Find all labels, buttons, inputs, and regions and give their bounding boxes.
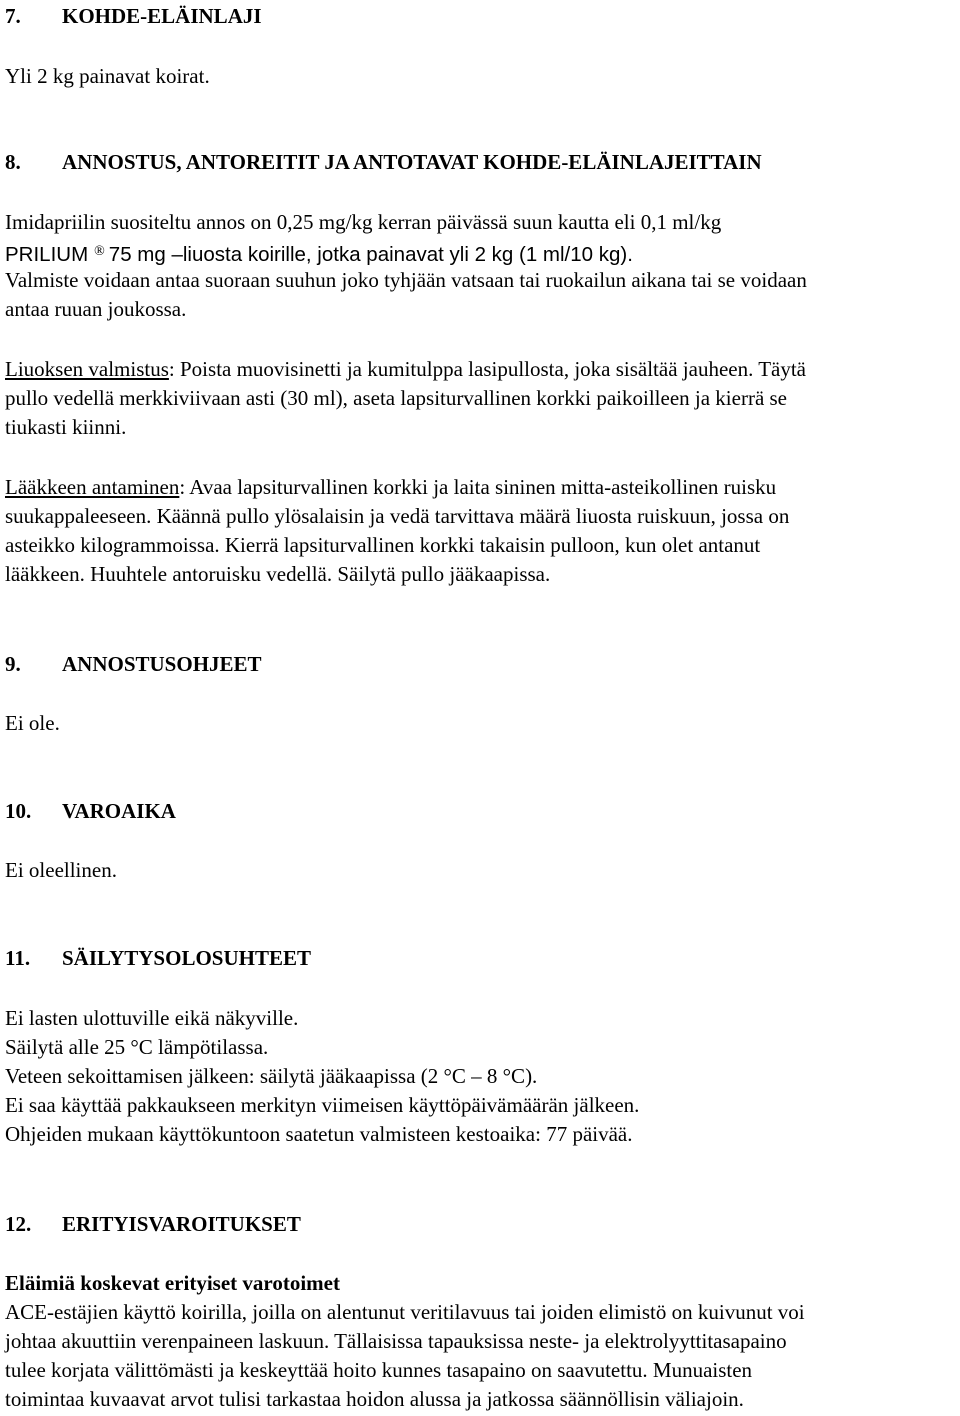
warnings-line: toimintaa kuvaavat arvot tulisi tarkastaa hoidon alussa ja jatkossa säännöllisin väliajoin.	[5, 1387, 744, 1411]
section-title: ANNOSTUSOHJEET	[62, 652, 262, 676]
storage-line: Ei saa käyttää pakkaukseen merkityn viimeisen käyttöpäivämäärän jälkeen.	[5, 1093, 640, 1117]
administration-line-1	[5, 473, 776, 502]
warnings-line: ACE-estäjien käyttö koirilla, joilla on alentunut veritilavuus tai joiden elimistö on kuivunut voi	[5, 1300, 805, 1324]
dosage-line-3: Valmiste voidaan antaa suoraan suuhun joko tyhjään vatsaan tai ruokailun aikana tai se voidaan	[5, 268, 807, 292]
storage-line: Ohjeiden mukaan käyttökuntoon saatetun valmisteen kestoaika: 77 päivää.	[5, 1122, 633, 1146]
section-8-heading	[5, 148, 762, 177]
section-10-heading	[5, 797, 176, 826]
storage-line: Säilytä alle 25 °C lämpötilassa.	[5, 1035, 269, 1059]
product-name: PRILIUM	[5, 243, 89, 266]
warnings-line: johtaa akuuttiin verenpaineen laskuun. Tällaisissa tapauksissa neste- ja elektrolyyttitasapaino	[5, 1329, 787, 1353]
preparation-text: : Poista muovisinetti ja kumitulppa lasipullosta, joka sisältää jauheen. Täytä	[168, 357, 807, 381]
dosage-line-2-rest: 75 mg –liuosta koirille, jotka painavat yli 2 kg (1 ml/10 kg).	[108, 243, 633, 266]
administration-heading: Lääkkeen antaminen	[5, 475, 180, 499]
administration-line-4: lääkkeen. Huuhtele antoruisku vedellä. Säilytä pullo jääkaapissa.	[5, 562, 551, 586]
administration-text: : Avaa lapsiturvallinen korkki ja laita sininen mitta-asteikollinen ruisku	[179, 475, 777, 499]
registered-mark: ®	[94, 244, 105, 259]
warnings-subheading: Eläimiä koskevat erityiset varotoimet	[5, 1271, 340, 1295]
section-number: 11.	[5, 946, 31, 970]
administration-line-2: suukappaleeseen. Käännä pullo ylösalaisin ja vedä tarvittava määrä liuosta ruiskuun, jossa on	[5, 504, 790, 528]
dosage-line-4: antaa ruuan joukossa.	[5, 297, 187, 321]
section-7-text: Yli 2 kg painavat koirat.	[5, 64, 210, 88]
dosage-line-1: Imidapriilin suositeltu annos on 0,25 mg/kg kerran päivässä suun kautta eli 0,1 ml/kg	[5, 210, 722, 234]
warnings-line: tulee korjata välittömästi ja keskeyttää hoito kunnes tasapaino on saavutettu. Munuaisten	[5, 1358, 753, 1382]
section-7-heading	[5, 2, 262, 31]
section-title: ANNOSTUS, ANTOREITIT JA ANTOTAVAT KOHDE-ELÄINLAJEITTAIN	[62, 150, 762, 174]
section-9-heading	[5, 650, 262, 679]
section-number: 12.	[5, 1212, 32, 1236]
storage-line: Veteen sekoittamisen jälkeen: säilytä jääkaapissa (2 °C – 8 °C).	[5, 1064, 538, 1088]
preparation-line-2: pullo vedellä merkkiviivaan asti (30 ml), aseta lapsiturvallinen korkki paikoilleen ja kierrä se	[5, 386, 788, 410]
section-title: ERITYISVAROITUKSET	[62, 1212, 301, 1236]
dosage-line-2	[5, 237, 633, 266]
section-number: 7.	[5, 4, 21, 28]
section-12-heading	[5, 1210, 301, 1239]
preparation-heading: Liuoksen valmistus	[5, 357, 169, 381]
preparation-line-1	[5, 355, 806, 384]
section-11-heading	[5, 944, 311, 973]
preparation-line-3: tiukasti kiinni.	[5, 415, 127, 439]
section-title: VAROAIKA	[62, 799, 176, 823]
section-title: KOHDE-ELÄINLAJI	[62, 4, 262, 28]
section-number: 9.	[5, 652, 21, 676]
administration-line-3: asteikko kilogrammoissa. Kierrä lapsiturvallinen korkki takaisin pulloon, kun olet antanut	[5, 533, 761, 557]
storage-line: Ei lasten ulottuville eikä näkyville.	[5, 1006, 299, 1030]
section-10-text: Ei oleellinen.	[5, 858, 117, 882]
section-number: 8.	[5, 150, 21, 174]
section-number: 10.	[5, 799, 32, 823]
section-title: SÄILYTYSOLOSUHTEET	[62, 946, 311, 970]
section-9-text: Ei ole.	[5, 711, 60, 735]
